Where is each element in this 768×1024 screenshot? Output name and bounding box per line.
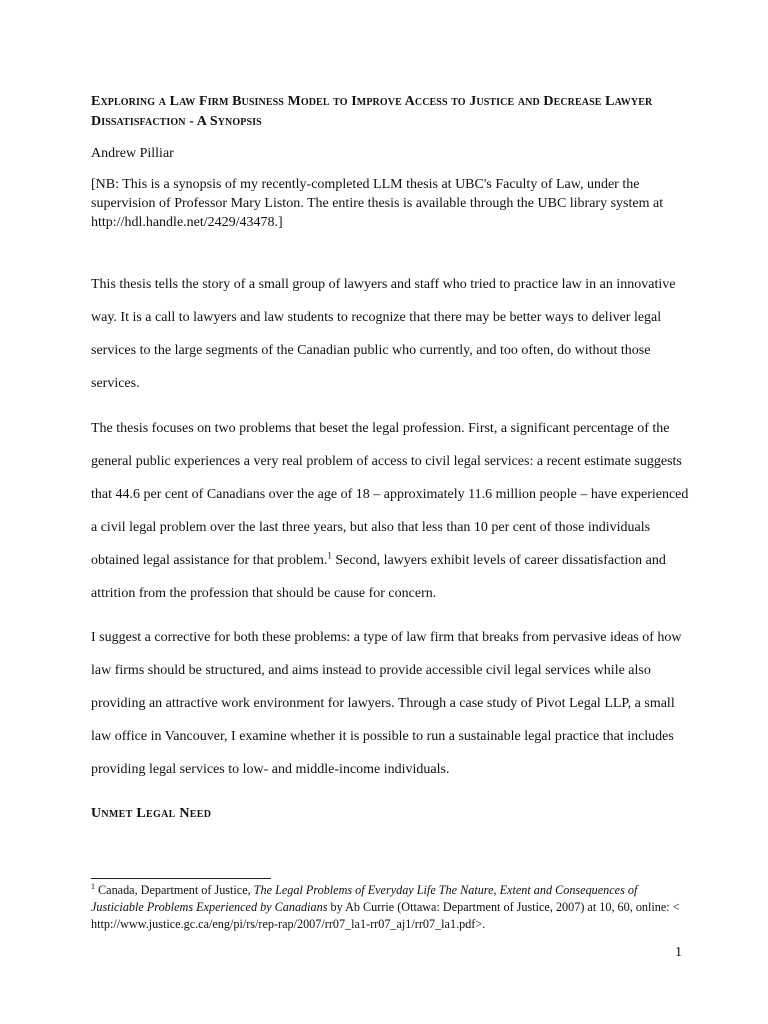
body-paragraph-3 (91, 621, 691, 786)
document-title (91, 92, 691, 132)
section-heading-text: Unmet Legal Need (91, 806, 212, 821)
body-paragraph-1 (91, 268, 691, 400)
footnote (91, 882, 691, 933)
page-number: 1 (675, 945, 682, 960)
section-heading (91, 804, 691, 824)
editor-note-text: [NB: This is a synopsis of my recently-completed LLM thesis at UBC's Faculty of Law, under the supervision of Professor Mary Liston. The entire thesis is available through the UBC library system at http://hdl.handle.net/2429/43478.] (91, 177, 664, 230)
editor-note (91, 175, 691, 232)
body-paragraph-2-text-a: The thesis focuses on two problems that beset the legal profession. First, a significant percentage of the general public experiences a very real problem of access to civil legal services: a recent estimate suggests that 44.6 per cent of Canadians over the age of 18 – approximately 11.6 million people – have experienced a civil legal problem over the last three years, but also that less than 10 per cent of those individuals obtained legal assistance for that problem. (91, 421, 689, 568)
body-paragraph-2 (91, 412, 691, 610)
body-paragraph-2-text-b: Second, lawyers exhibit levels of career dissatisfaction and attrition from the profession that should be cause for concern. (91, 553, 666, 601)
footnote-divider (91, 878, 271, 879)
author-name-text: Andrew Pilliar (91, 146, 174, 161)
author-name (91, 145, 691, 163)
footnote-number: 1 (91, 881, 95, 891)
footnote-italic-title: The Legal Problems of Everyday Life The Nature, Extent and Consequences of Justiciable Problems Experienced by Canadians (91, 883, 638, 914)
footnote-suffix: by Ab Currie (Ottawa: Department of Justice, 2007) at 10, 60, online: < http://www.justice.gc.ca/eng/pi/rs/rep-rap/2007/rr07_la1-rr07_aj1/rr07_la1.pdf>. (91, 900, 680, 931)
body-paragraph-3-text: I suggest a corrective for both these problems: a type of law firm that breaks from pervasive ideas of how law firms should be structured, and aims instead to provide accessible civil legal services while also providing an attractive work environment for lawyers. Through a case study of Pivot Legal LLP, a small law office in Vancouver, I examine whether it is possible to run a sustainable legal practice that includes providing legal services to low- and middle-income individuals. (91, 630, 682, 777)
body-paragraph-1-text: This thesis tells the story of a small group of lawyers and staff who tried to practice law in an innovative way. It is a call to lawyers and law students to recognize that there may be better ways to deliver legal services to the large segments of the Canadian public who currently, and too often, do without those services. (91, 277, 676, 391)
footnote-reference[interactable]: 1 (327, 550, 332, 561)
footnote-prefix: Canada, Department of Justice, (95, 883, 254, 897)
document-title-text: Exploring a Law Firm Business Model to Improve Access to Justice and Decrease Lawyer Dissatisfaction - A Synopsis (91, 94, 653, 129)
